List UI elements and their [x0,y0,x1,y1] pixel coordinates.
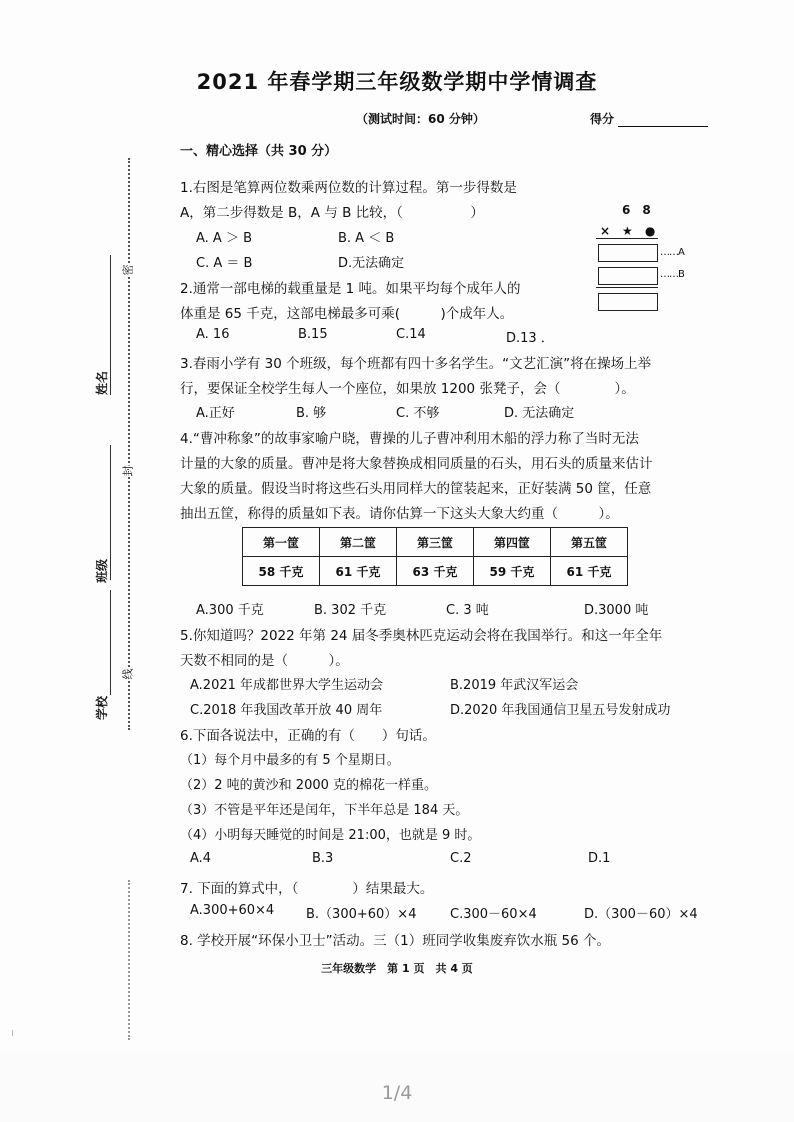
table-header-cell: 第二筐 [320,528,397,557]
q4-option-b: B. 302 千克 [314,603,387,618]
table-header-cell: 第五筐 [551,528,628,557]
q7-option-a: A.300+60×4 [190,903,275,918]
school-underline [110,590,111,695]
q3-option-b: B. 够 [296,406,327,421]
class-label: 班级 [95,558,109,583]
q6-line1: 6.下面各说法中，正确的有（ ）句话。 [180,728,436,744]
q2-option-d: D.13 ． [506,331,554,346]
score-field [590,110,708,127]
q7-line1: 7. 下面的算式中，（ ）结果最大。 [180,881,434,897]
q3-option-c: C. 不够 [396,406,440,421]
name-label: 姓名 [95,370,109,395]
q4-line2: 计量的大象的质量。曹冲是将大象替换成相同质量的石头，用石头的质量来估计 [180,456,653,472]
seal-feng: 封 [121,465,135,477]
table-header-cell: 第一筐 [243,528,320,557]
table-header-row [243,528,628,557]
diagram-label-b: ……B [660,269,684,280]
q6-statement-3: （3）不管是平年还是闰年，下半年总是 184 天。 [180,803,469,818]
table-header-cell: 第三筐 [397,528,474,557]
q1-option-b: B. A ＜ B [338,231,395,246]
q4-line3: 大象的质量。假设当时将这些石头用同样大的筐装起来，正好装满 50 筐，任意 [180,481,652,497]
table-cell: 59 千克 [474,557,551,586]
diagram-multiplier: × ★ ● [600,224,656,238]
q4-line1: 4.“曹冲称象”的故事家喻户晓，曹操的儿子曹冲利用木船的浮力称了当时无法 [180,431,639,447]
table-cell: 63 千克 [397,557,474,586]
q5-option-a: A.2021 年成都世界大学生运动会 [190,678,384,693]
q2-option-c: C.14 [396,327,426,342]
table-cell: 61 千克 [551,557,628,586]
table-cell: 61 千克 [320,557,397,586]
q5-line1: 5.你知道吗？2022 年第 24 届冬季奥林匹克运动会将在我国举行。和这一年全年 [180,628,663,644]
q1-option-c: C. A ＝ B [196,256,253,271]
q1-line1: 1.右图是笔算两位数乘两位数的计算过程。第一步得数是 [180,180,517,196]
q6-option-a: A.4 [190,851,212,866]
exam-title: 2021 年春学期三年级数学期中学情调查 [196,70,598,94]
q5-option-b: B.2019 年武汉军运会 [450,678,579,693]
q4-option-c: C. 3 吨 [446,603,489,618]
q5-line2: 天数不相同的是（ ）。 [180,653,349,669]
q5-option-c: C.2018 年我国改革开放 40 周年 [190,703,383,718]
table-header-cell: 第四筐 [474,528,551,557]
q2-line1: 2.通常一部电梯的载重量是 1 吨。如果平均每个成年人的 [180,281,521,297]
q6-option-c: C.2 [450,851,472,866]
q6-statement-1: （1）每个月中最多的有 5 个星期日。 [180,753,400,768]
basket-weight-table [242,527,628,586]
q3-option-a: A.正好 [196,406,235,421]
table-cell: 58 千克 [243,557,320,586]
q6-statement-4: （4）小明每天睡觉的时间是 21:00，也就是 9 时。 [180,828,481,843]
school-label: 学校 [95,695,109,720]
test-time: （测试时间：60 分钟） [356,112,485,126]
q4-option-d: D.3000 吨 [584,603,649,618]
page-footer: 三年级数学 第 1 页 共 4 页 [321,962,473,975]
q1-option-a: A. A ＞ B [196,231,253,246]
diagram-box-a [598,244,658,262]
q1-option-d: D.无法确定 [338,256,405,271]
q7-option-d: D.（300－60）×4 [584,907,698,922]
q6-statement-2: （2）2 吨的黄沙和 2000 克的棉花一样重。 [180,778,438,793]
diagram-label-a: ……A [660,247,684,258]
table-row [243,557,628,586]
seal-xian: 线 [121,668,135,680]
q7-option-b: B.（300+60）×4 [306,907,417,922]
crop-mark [12,1030,21,1036]
q5-option-d: D.2020 年我国通信卫星五号发射成功 [450,703,671,718]
q4-line4: 抽出五筐，称得的质量如下表。请你估算一下这头大象大约重（ ）。 [180,506,619,522]
q3-option-d: D. 无法确定 [504,406,575,421]
seal-mi: 密 [121,264,135,276]
diagram-box-b [598,267,658,285]
diagram-box-result [598,293,658,311]
section-title: 一、精心选择（共 30 分） [180,144,338,159]
class-underline [110,445,111,580]
diagram-rule-1 [596,238,658,239]
q3-line1: 3.春雨小学有 30 个班级，每个班都有四十多名学生。“文艺汇演”将在操场上举 [180,356,652,372]
q2-option-a: A. 16 [196,327,230,342]
q8-line1: 8. 学校开展“环保小卫士”活动。三（1）班同学收集废弃饮水瓶 56 个。 [180,933,611,949]
diagram-multiplicand: 6 8 [622,203,651,217]
q2-option-b: B.15 [298,327,328,342]
q2-line2: 体重是 65 千克，这部电梯最多可乘( )个成年人。 [180,306,514,322]
score-blank [618,114,708,127]
q6-option-d: D.1 [588,851,611,866]
page-indicator: 1/4 [381,1082,413,1104]
q4-option-a: A.300 千克 [196,603,264,618]
q7-option-c: C.300－60×4 [450,907,537,922]
q1-line2: A，第二步得数是 B，A 与 B 比较，（ ） [180,205,484,221]
binding-dotted-line [128,158,130,730]
q6-option-b: B.3 [312,851,334,866]
score-label: 得分 [590,112,615,126]
q3-line2: 行，要保证全校学生每人一个座位，如果放 1200 张凳子，会（ ）。 [180,381,635,397]
name-underline [110,255,111,395]
diagram-rule-2 [596,287,658,288]
